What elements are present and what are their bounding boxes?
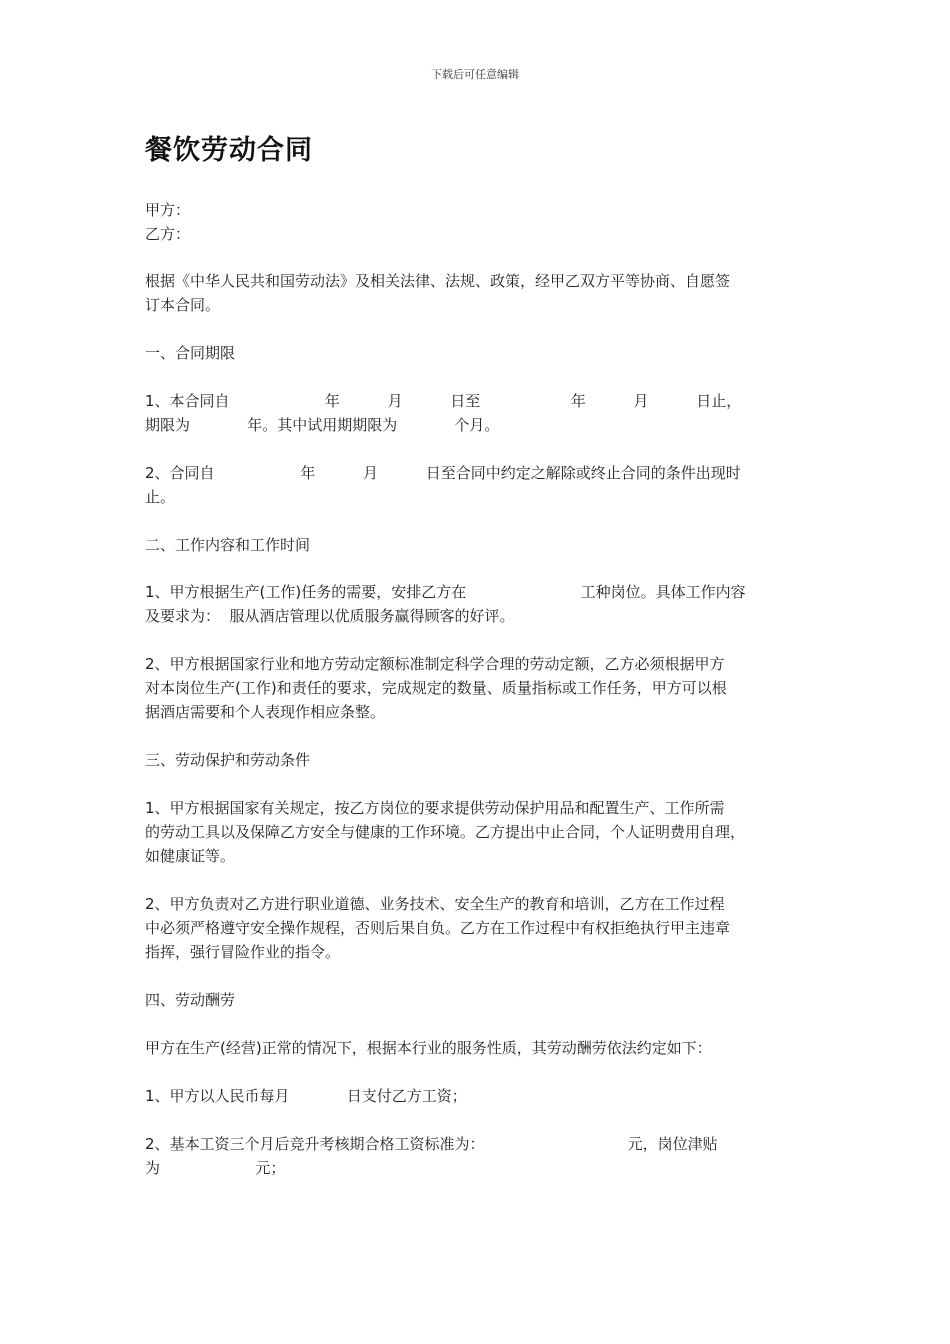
work-clause-2-line-1: 2、甲方根据国家行业和地方劳动定额标准制定科学合理的劳动定额，乙方必须根据甲方 (145, 655, 725, 673)
term-clause-2-line-1: 2、合同自 年 月 日至合同中约定之解除或终止合同的条件出现时 (145, 464, 741, 482)
term-clause-2-line-2: 止。 (145, 488, 176, 506)
party-b-line: 乙方： (145, 225, 191, 243)
document-title: 餐饮劳动合同 (145, 135, 313, 166)
pay-clause-2-line-1: 2、基本工资三个月后竞升考核期合格工资标准为： 元，岗位津贴 (145, 1135, 718, 1153)
preamble-line-2: 订本合同。 (145, 296, 221, 314)
work-clause-2-line-3: 据酒店需要和个人表现作相应条整。 (145, 703, 386, 721)
protection-clause-1-line-3: 如健康证等。 (145, 847, 236, 865)
section-heading-term: 一、合同期限 (145, 344, 236, 362)
pay-clause-1-line: 1、甲方以人民币每月 日支付乙方工资； (145, 1087, 467, 1105)
work-clause-2-line-2: 对本岗位生产(工作)和责任的要求，完成规定的数量、质量指标或工作任务，甲方可以根 (145, 679, 727, 697)
pay-clause-2-line-2: 为 元； (145, 1159, 286, 1177)
party-a-line: 甲方： (145, 201, 191, 219)
protection-clause-2-line-2: 中必须严格遵守安全操作规程，否则后果自负。乙方在工作过程中有权拒绝执行甲主违章 (145, 919, 731, 937)
protection-clause-1-line-1: 1、甲方根据国家有关规定，按乙方岗位的要求提供劳动保护用品和配置生产、工作所需 (145, 799, 725, 817)
work-clause-1-line-1: 1、甲方根据生产(工作)任务的需要，安排乙方在 工种岗位。具体工作内容 (145, 583, 746, 601)
term-clause-1-line-1: 1、本合同自 年 月 日至 年 月 日止， (145, 392, 742, 410)
work-clause-1-line-2: 及要求为： 服从酒店管理以优质服务赢得顾客的好评。 (145, 607, 515, 625)
preamble-line-1: 根据《中华人民共和国劳动法》及相关法律、法规、政策，经甲乙双方平等协商、自愿签 (145, 272, 731, 290)
section-heading-protection: 三、劳动保护和劳动条件 (145, 751, 311, 769)
term-clause-1-line-2: 期限为 年。其中试用期期限为 个月。 (145, 416, 500, 434)
protection-clause-1-line-2: 的劳动工具以及保障乙方安全与健康的工作环境。乙方提出中止合同，个人证明费用自理， (145, 823, 746, 841)
header-note: 下载后可任意编辑 (431, 68, 519, 81)
pay-intro-line: 甲方在生产(经营)正常的情况下，根据本行业的服务性质，其劳动酬劳依法约定如下： (145, 1039, 712, 1057)
protection-clause-2-line-3: 指挥，强行冒险作业的指令。 (145, 943, 341, 961)
section-heading-pay: 四、劳动酬劳 (145, 991, 236, 1009)
protection-clause-2-line-1: 2、甲方负责对乙方进行职业道德、业务技术、安全生产的教育和培训，乙方在工作过程 (145, 895, 725, 913)
section-heading-work: 二、工作内容和工作时间 (145, 536, 311, 554)
